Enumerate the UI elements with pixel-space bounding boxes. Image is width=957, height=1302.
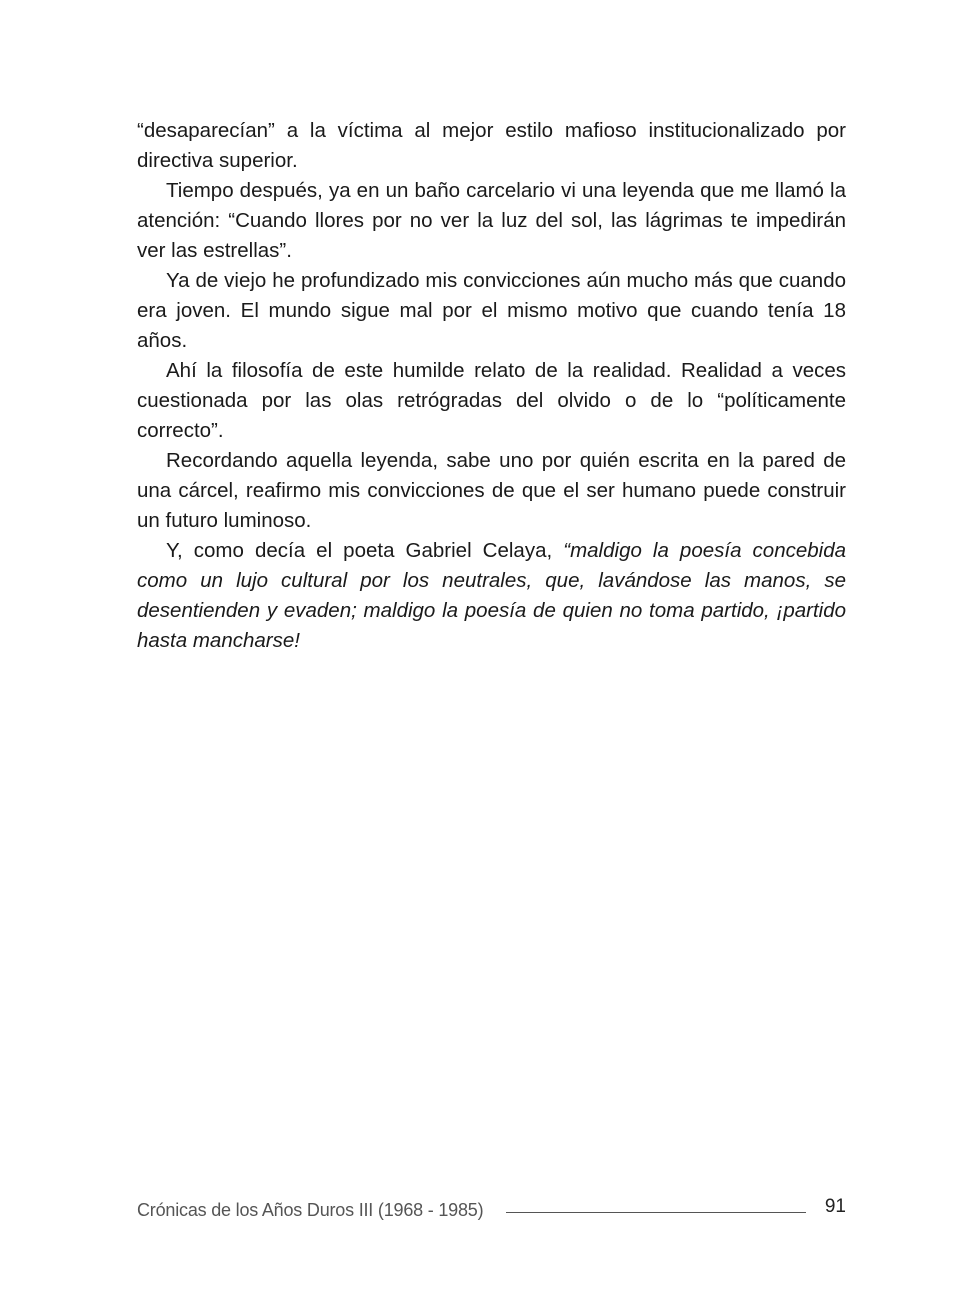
paragraph-2: Tiempo después, ya en un baño carcelario vi una leyenda que me llamó la atención: “Cuando llores por no ver la luz del sol, las lágrimas te impedirán ver las estrellas”. bbox=[137, 179, 846, 262]
paragraph-6-lead: Y, como decía el poeta Gabriel Celaya, bbox=[166, 539, 564, 562]
paragraph-5: Recordando aquella leyenda, sabe uno por quién escrita en la pared de una cárcel, reafirmo mis convicciones de que el ser humano puede construir un futuro luminoso. bbox=[137, 449, 846, 532]
page-number: 91 bbox=[824, 1196, 846, 1217]
footer-rule bbox=[506, 1212, 806, 1213]
celaya-quote: “maldigo la poesía concebida como un lujo cultural por los neutrales, que, lavándose las manos, se desentienden y evaden; maldigo la poesía de quien no toma partido, ¡partido hasta mancharse! bbox=[137, 539, 846, 652]
paragraph-3: Ya de viejo he profundizado mis convicciones aún mucho más que cuando era joven. El mundo sigue mal por el mismo motivo que cuando tenía 18 años. bbox=[137, 269, 846, 352]
footer-book-title: Crónicas de los Años Duros III (1968 - 1985) bbox=[137, 1200, 484, 1220]
paragraph-4: Ahí la filosofía de este humilde relato de la realidad. Realidad a veces cuestionada por las olas retrógradas del olvido o de lo “políticamente correcto”. bbox=[137, 359, 846, 442]
paragraph-1: “desaparecían” a la víctima al mejor estilo mafioso institucionalizado por directiva superior. bbox=[137, 119, 846, 172]
paragraph-6 bbox=[137, 536, 846, 656]
body-text bbox=[137, 116, 846, 656]
page-footer bbox=[137, 1196, 846, 1226]
